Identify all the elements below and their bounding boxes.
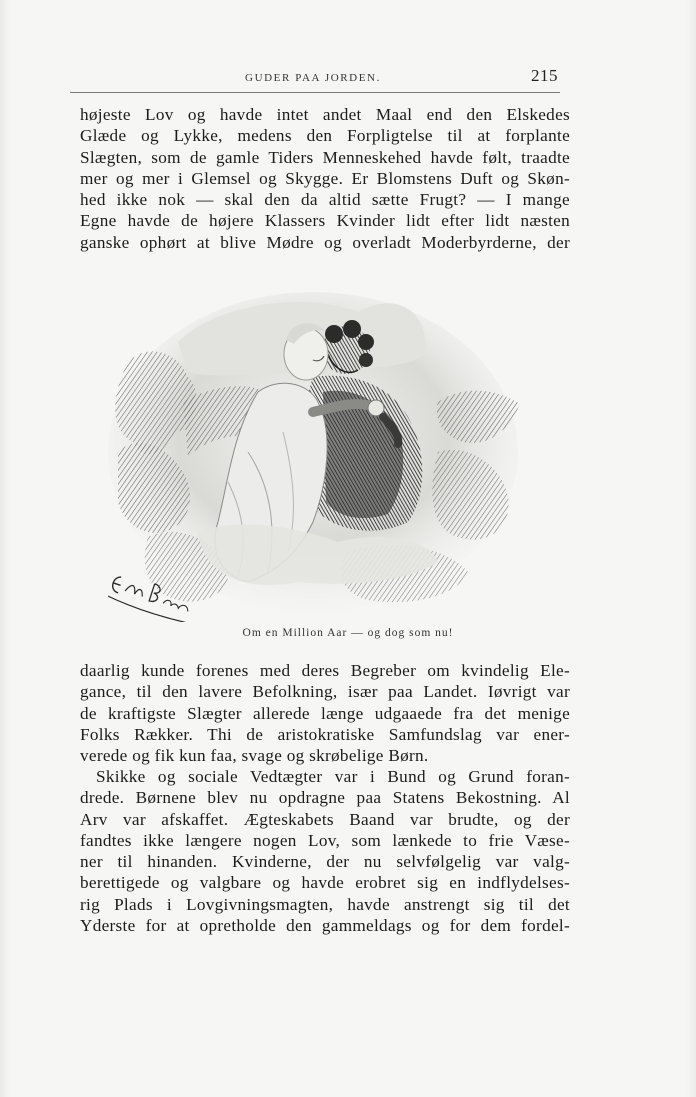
text-line: drede. Børnene blev nu opdragne paa Statens Bekostning. Al <box>80 788 570 808</box>
paragraph-1 <box>80 104 570 253</box>
running-head <box>68 66 558 88</box>
text-line: fandtes ikke længere nogen Lov, som lænkede to frie Væse- <box>80 830 570 850</box>
text-line: gance, til den lavere Befolkning, især paa Landet. Iøvrigt var <box>80 682 570 702</box>
text-line: berettigede og valgbare og havde erobret sig en indflydelses- <box>80 873 570 893</box>
text-line: Yderste for at opretholde den gammeldags og for dem fordel- <box>80 916 570 936</box>
illustration-caption: Om en Million Aar — og dog som nu! <box>242 627 454 639</box>
text-line: Arv var afskaffet. Ægteskabets Baand var brudte, og der <box>80 809 570 829</box>
text-line: Slægten, som de gamle Tiders Menneskehed havde følt, traadte <box>80 147 570 167</box>
embracing-couple-engraving <box>108 282 528 622</box>
text-line: ner til hinanden. Kvinderne, der nu selvfølgelig var valg- <box>80 852 570 872</box>
text-line: rig Plads i Lovgivningsmagten, havde anstrengt sig til det <box>80 894 570 914</box>
text-line: Skikke og sociale Vedtægter var i Bund og Grund foran- <box>96 767 570 786</box>
text-line: Egne havde de højere Klassers Kvinder lidt efter lidt næsten <box>80 211 570 231</box>
paragraph-2 <box>80 660 570 766</box>
text-line: de kraftigste Slægter allerede længe udgaaede fra det menige <box>80 703 570 723</box>
text-line: højeste Lov og havde intet andet Maal end den Elskedes <box>80 105 570 124</box>
text-line: Glæde og Lykke, medens den Forpligtelse til at forplante <box>80 126 570 146</box>
text-line: verede og fik kun faa, svage og skrøbelige Børn. <box>80 746 429 766</box>
header-rule <box>70 92 560 93</box>
running-title: GUDER PAA JORDEN. <box>245 72 381 84</box>
engraving-illustration <box>108 282 528 622</box>
page-number: 215 <box>531 66 558 85</box>
text-line: daarlig kunde forenes med deres Begreber om kvindelig Ele- <box>80 661 570 680</box>
text-line: Folks Rækker. Thi de aristokratiske Samfundslag var ener- <box>80 724 570 744</box>
paragraph-3 <box>80 766 570 936</box>
text-line: hed ikke nok — skal den da altid sætte Frugt? — I mange <box>80 190 570 210</box>
text-line: mer og mer i Glemsel og Skygge. Er Blomstens Duft og Skøn- <box>80 168 570 188</box>
text-line: ganske ophørt at blive Mødre og overladt Moderbyrderne, der <box>80 232 570 252</box>
